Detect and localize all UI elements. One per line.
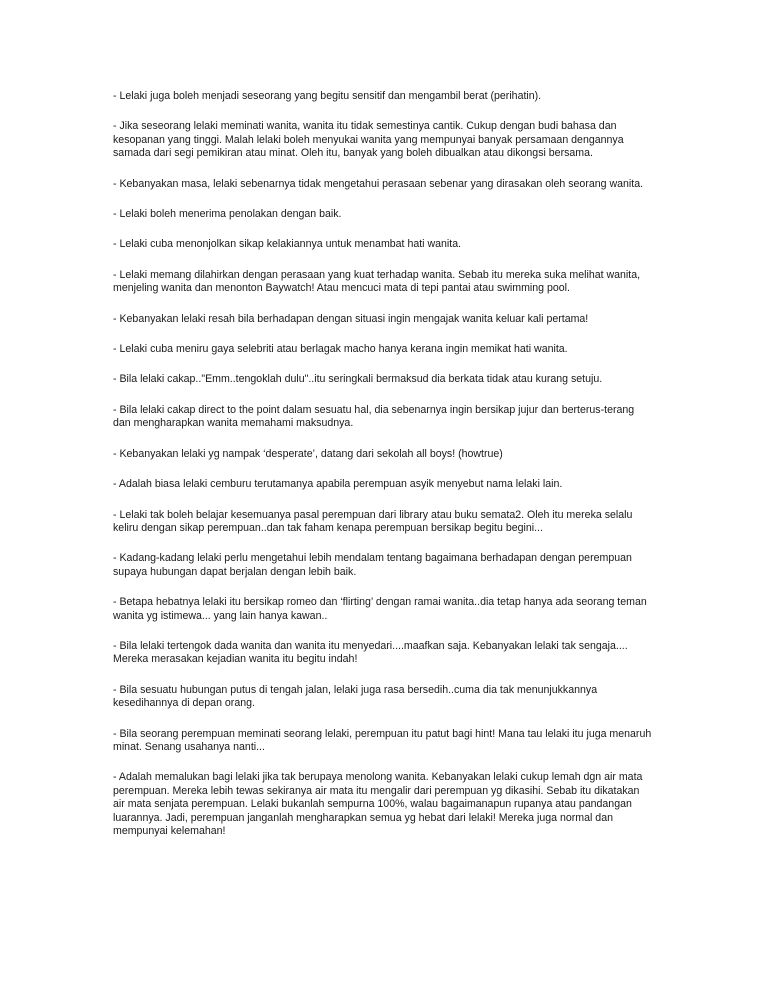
paragraph: - Lelaki cuba meniru gaya selebriti atau berlagak macho hanya kerana ingin memikat hati wanita. — [113, 343, 568, 356]
paragraph: - Lelaki cuba menonjolkan sikap kelakiannya untuk menambat hati wanita. — [113, 238, 462, 251]
paragraph: - Jika seseorang lelaki meminati wanita, wanita itu tidak semestinya cantik. Cukup dengan budi bahasa dan kesopanan yang tinggi. Malah lelaki boleh menyukai wanita yang mempunyai banyak persamaan dengannya samada dari segi pemikiran atau minat. Oleh itu, banyak yang boleh dibualkan atau dikongsi bersama. — [113, 120, 624, 160]
paragraph: - Adalah memalukan bagi lelaki jika tak berupaya menolong wanita. Kebanyakan lelaki cukup lemah dgn air mata perempuan. Mereka lebih tewas sekiranya air mata itu mengalir dari perempuan yg dikasihi. Sebab itu dikatakan air mata senjata perempuan. Lelaki bukanlah sempurna 100%, walau bagaimanapun rupanya atau pandangan luarannya. Jadi, perempuan janganlah mengharapkan semua yg hebat dari lelaki! Mereka juga normal dan mempunyai kelemahan! — [113, 771, 643, 837]
paragraph: - Bila sesuatu hubungan putus di tengah jalan, lelaki juga rasa bersedih..cuma dia tak menunjukkannya kesedihannya di depan orang. — [113, 683, 598, 710]
paragraph: - Kebanyakan masa, lelaki sebenarnya tidak mengetahui perasaan sebenar yang dirasakan oleh seorang wanita. — [113, 177, 644, 190]
paragraph: - Adalah biasa lelaki cemburu terutamanya apabila perempuan asyik menyebut nama lelaki lain. — [113, 478, 563, 491]
paragraph: - Betapa hebatnya lelaki itu bersikap romeo dan ‘flirting’ dengan ramai wanita..dia tetap hanya ada seorang teman wanita yg istimewa... yang lain hanya kawan.. — [113, 596, 647, 622]
paragraph: - Lelaki boleh menerima penolakan dengan baik. — [113, 208, 342, 221]
paragraph: - Bila lelaki cakap direct to the point dalam sesuatu hal, dia sebenarnya ingin bersikap jujur dan berterus-terang dan mengharapkan wanita memahami maksudnya. — [113, 403, 635, 430]
paragraph: - Lelaki juga boleh menjadi seseorang yang begitu sensitif dan mengambil berat (perihatin). — [113, 90, 542, 102]
paragraph: - Lelaki memang dilahirkan dengan perasaan yang kuat terhadap wanita. Sebab itu mereka suka melihat wanita, menjeling wanita dan menonton Baywatch! Atau mencuci mata di tepi pantai atau swimming pool. — [113, 268, 641, 295]
paragraph: - Kadang-kadang lelaki perlu mengetahui lebih mendalam tentang bagaimana berhadapan dengan perempuan supaya hubungan dapat berjalan dengan lebih baik. — [113, 552, 632, 578]
document-body — [113, 90, 653, 855]
paragraph: - Bila lelaki cakap.."Emm..tengoklah dulu"..itu seringkali bermaksud dia berkata tidak atau kurang setuju. — [113, 373, 603, 386]
paragraph: - Kebanyakan lelaki resah bila berhadapan dengan situasi ingin mengajak wanita keluar kali pertama! — [113, 312, 589, 325]
paragraph: - Lelaki tak boleh belajar kesemuanya pasal perempuan dari library atau buku semata2. Oleh itu mereka selalu keliru dengan sikap perempuan..dan tak faham kenapa perempuan bersikap begitu begini... — [113, 508, 633, 534]
paragraph: - Bila seorang perempuan meminati seorang lelaki, perempuan itu patut bagi hint! Mana tau lelaki itu juga menaruh minat. Senang usahanya nanti... — [113, 727, 652, 753]
paragraph: - Kebanyakan lelaki yg nampak ‘desperate’, datang dari sekolah all boys! (howtrue) — [113, 447, 503, 460]
paragraph: - Bila lelaki tertengok dada wanita dan wanita itu menyedari....maafkan saja. Kebanyakan lelaki tak sengaja.... Mereka merasakan kejadian wanita itu begitu indah! — [113, 639, 628, 666]
